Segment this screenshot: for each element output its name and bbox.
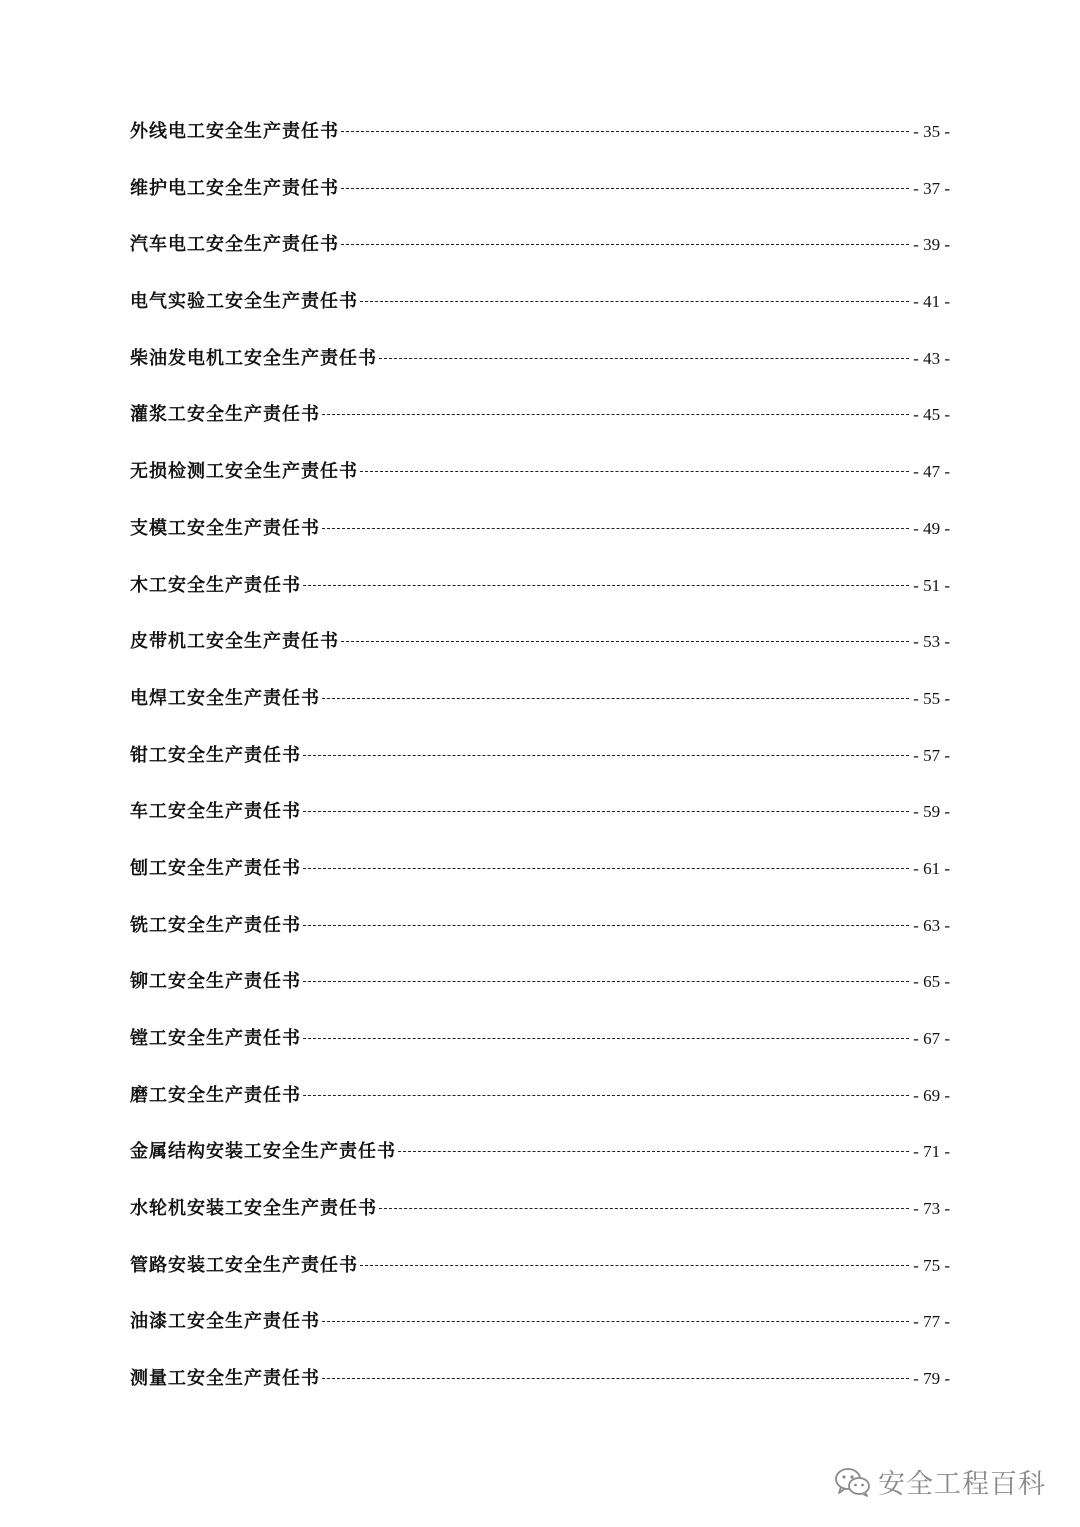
- toc-entry[interactable]: [130, 679, 950, 736]
- toc-entry[interactable]: [130, 906, 950, 963]
- toc-entry[interactable]: [130, 1302, 950, 1359]
- toc-entry-title: 木工安全生产责任书: [130, 574, 301, 596]
- toc-leader-dots: [322, 528, 909, 529]
- toc-entry[interactable]: [130, 1132, 950, 1189]
- toc-leader-dots: [303, 585, 909, 586]
- toc-leader-dots: [360, 1265, 909, 1266]
- toc-entry[interactable]: [130, 566, 950, 623]
- toc-entry-title: 车工安全生产责任书: [130, 801, 301, 823]
- toc-entry[interactable]: [130, 282, 950, 339]
- toc-entry-page: - 69 -: [913, 1085, 950, 1105]
- toc-entry-page: - 67 -: [913, 1029, 950, 1048]
- toc-entry[interactable]: [130, 1246, 950, 1303]
- toc-leader-dots: [398, 1151, 909, 1152]
- toc-entry[interactable]: [130, 962, 950, 1019]
- toc-entry-page: - 79 -: [913, 1369, 950, 1389]
- toc-entry-title: 测量工安全生产责任书: [130, 1368, 320, 1390]
- toc-leader-dots: [303, 1038, 909, 1039]
- toc-entry[interactable]: [130, 849, 950, 906]
- toc-entry-title: 维护电工安全生产责任书: [130, 177, 339, 199]
- toc-entry[interactable]: [130, 452, 950, 509]
- toc-entry-title: 水轮机安装工安全生产责任书: [130, 1198, 377, 1220]
- toc-leader-dots: [360, 471, 909, 472]
- toc-entry-page: - 75 -: [913, 1255, 950, 1275]
- toc-leader-dots: [341, 244, 909, 245]
- toc-leader-dots: [379, 1208, 909, 1209]
- toc-entry-title: 钳工安全生产责任书: [130, 744, 301, 766]
- toc-leader-dots: [303, 925, 909, 926]
- toc-entry-title: 支模工安全生产责任书: [130, 517, 320, 539]
- toc-entry-title: 无损检测工安全生产责任书: [130, 461, 358, 483]
- toc-leader-dots: [303, 811, 909, 812]
- toc-entry[interactable]: [130, 622, 950, 679]
- toc-entry-page: - 41 -: [913, 292, 950, 312]
- toc-leader-dots: [322, 414, 909, 415]
- table-of-contents: [130, 112, 950, 1416]
- toc-leader-dots: [303, 1095, 909, 1096]
- toc-leader-dots: [360, 301, 909, 302]
- toc-entry-page: - 65 -: [913, 972, 950, 992]
- toc-entry-title: 柴油发电机工安全生产责任书: [130, 347, 377, 369]
- toc-entry-title: 镗工安全生产责任书: [130, 1028, 301, 1049]
- toc-entry-page: - 57 -: [913, 745, 950, 765]
- toc-entry-title: 皮带机工安全生产责任书: [130, 631, 339, 653]
- toc-entry-page: - 63 -: [913, 915, 950, 935]
- toc-leader-dots: [303, 755, 909, 756]
- toc-entry[interactable]: [130, 225, 950, 282]
- toc-entry-page: - 55 -: [913, 688, 950, 708]
- toc-entry[interactable]: [130, 736, 950, 793]
- toc-entry-title: 铣工安全生产责任书: [130, 914, 301, 936]
- toc-entry-title: 金属结构安装工安全生产责任书: [130, 1141, 396, 1163]
- toc-leader-dots: [303, 981, 909, 982]
- toc-entry[interactable]: [130, 1076, 950, 1133]
- toc-entry-title: 电气实验工安全生产责任书: [130, 291, 358, 313]
- toc-entry-title: 油漆工安全生产责任书: [130, 1311, 320, 1333]
- wechat-icon: [834, 1467, 872, 1497]
- toc-entry[interactable]: [130, 395, 950, 452]
- toc-entry-page: - 49 -: [913, 518, 950, 538]
- watermark-text: 安全工程百科: [878, 1469, 1046, 1500]
- toc-leader-dots: [322, 1321, 909, 1322]
- toc-leader-dots: [322, 1378, 909, 1379]
- toc-entry-page: - 77 -: [913, 1312, 950, 1332]
- toc-leader-dots: [303, 868, 909, 869]
- toc-entry-page: - 47 -: [913, 462, 950, 482]
- watermark: [834, 1462, 1046, 1501]
- toc-entry-title: 汽车电工安全生产责任书: [130, 234, 339, 256]
- toc-leader-dots: [341, 188, 909, 189]
- toc-entry-title: 刨工安全生产责任书: [130, 857, 301, 879]
- toc-entry-page: - 43 -: [913, 348, 950, 368]
- toc-leader-dots: [379, 358, 909, 359]
- toc-entry-page: - 71 -: [913, 1142, 950, 1162]
- toc-leader-dots: [341, 131, 909, 132]
- toc-entry[interactable]: [130, 112, 950, 169]
- toc-entry-page: - 73 -: [913, 1199, 950, 1219]
- toc-entry[interactable]: [130, 792, 950, 849]
- toc-leader-dots: [322, 698, 909, 699]
- toc-entry-page: - 61 -: [913, 858, 950, 878]
- toc-entry-page: - 45 -: [913, 405, 950, 425]
- toc-leader-dots: [341, 641, 909, 642]
- toc-entry-page: - 37 -: [913, 178, 950, 198]
- toc-entry-title: 管路安装工安全生产责任书: [130, 1254, 358, 1276]
- toc-entry[interactable]: [130, 339, 950, 396]
- toc-entry-title: 铆工安全生产责任书: [130, 971, 301, 993]
- toc-entry[interactable]: [130, 1019, 950, 1076]
- toc-entry-page: - 35 -: [913, 122, 950, 141]
- toc-entry[interactable]: [130, 169, 950, 226]
- toc-entry[interactable]: [130, 1189, 950, 1246]
- toc-entry-page: - 59 -: [913, 802, 950, 822]
- toc-entry[interactable]: [130, 509, 950, 566]
- toc-entry-page: - 39 -: [913, 235, 950, 255]
- toc-entry-title: 磨工安全生产责任书: [130, 1084, 301, 1106]
- toc-entry-title: 灌浆工安全生产责任书: [130, 404, 320, 426]
- toc-entry[interactable]: [130, 1359, 950, 1416]
- toc-entry-page: - 53 -: [913, 632, 950, 652]
- toc-entry-title: 外线电工安全生产责任书: [130, 121, 339, 142]
- toc-entry-page: - 51 -: [913, 575, 950, 595]
- toc-entry-title: 电焊工安全生产责任书: [130, 687, 320, 709]
